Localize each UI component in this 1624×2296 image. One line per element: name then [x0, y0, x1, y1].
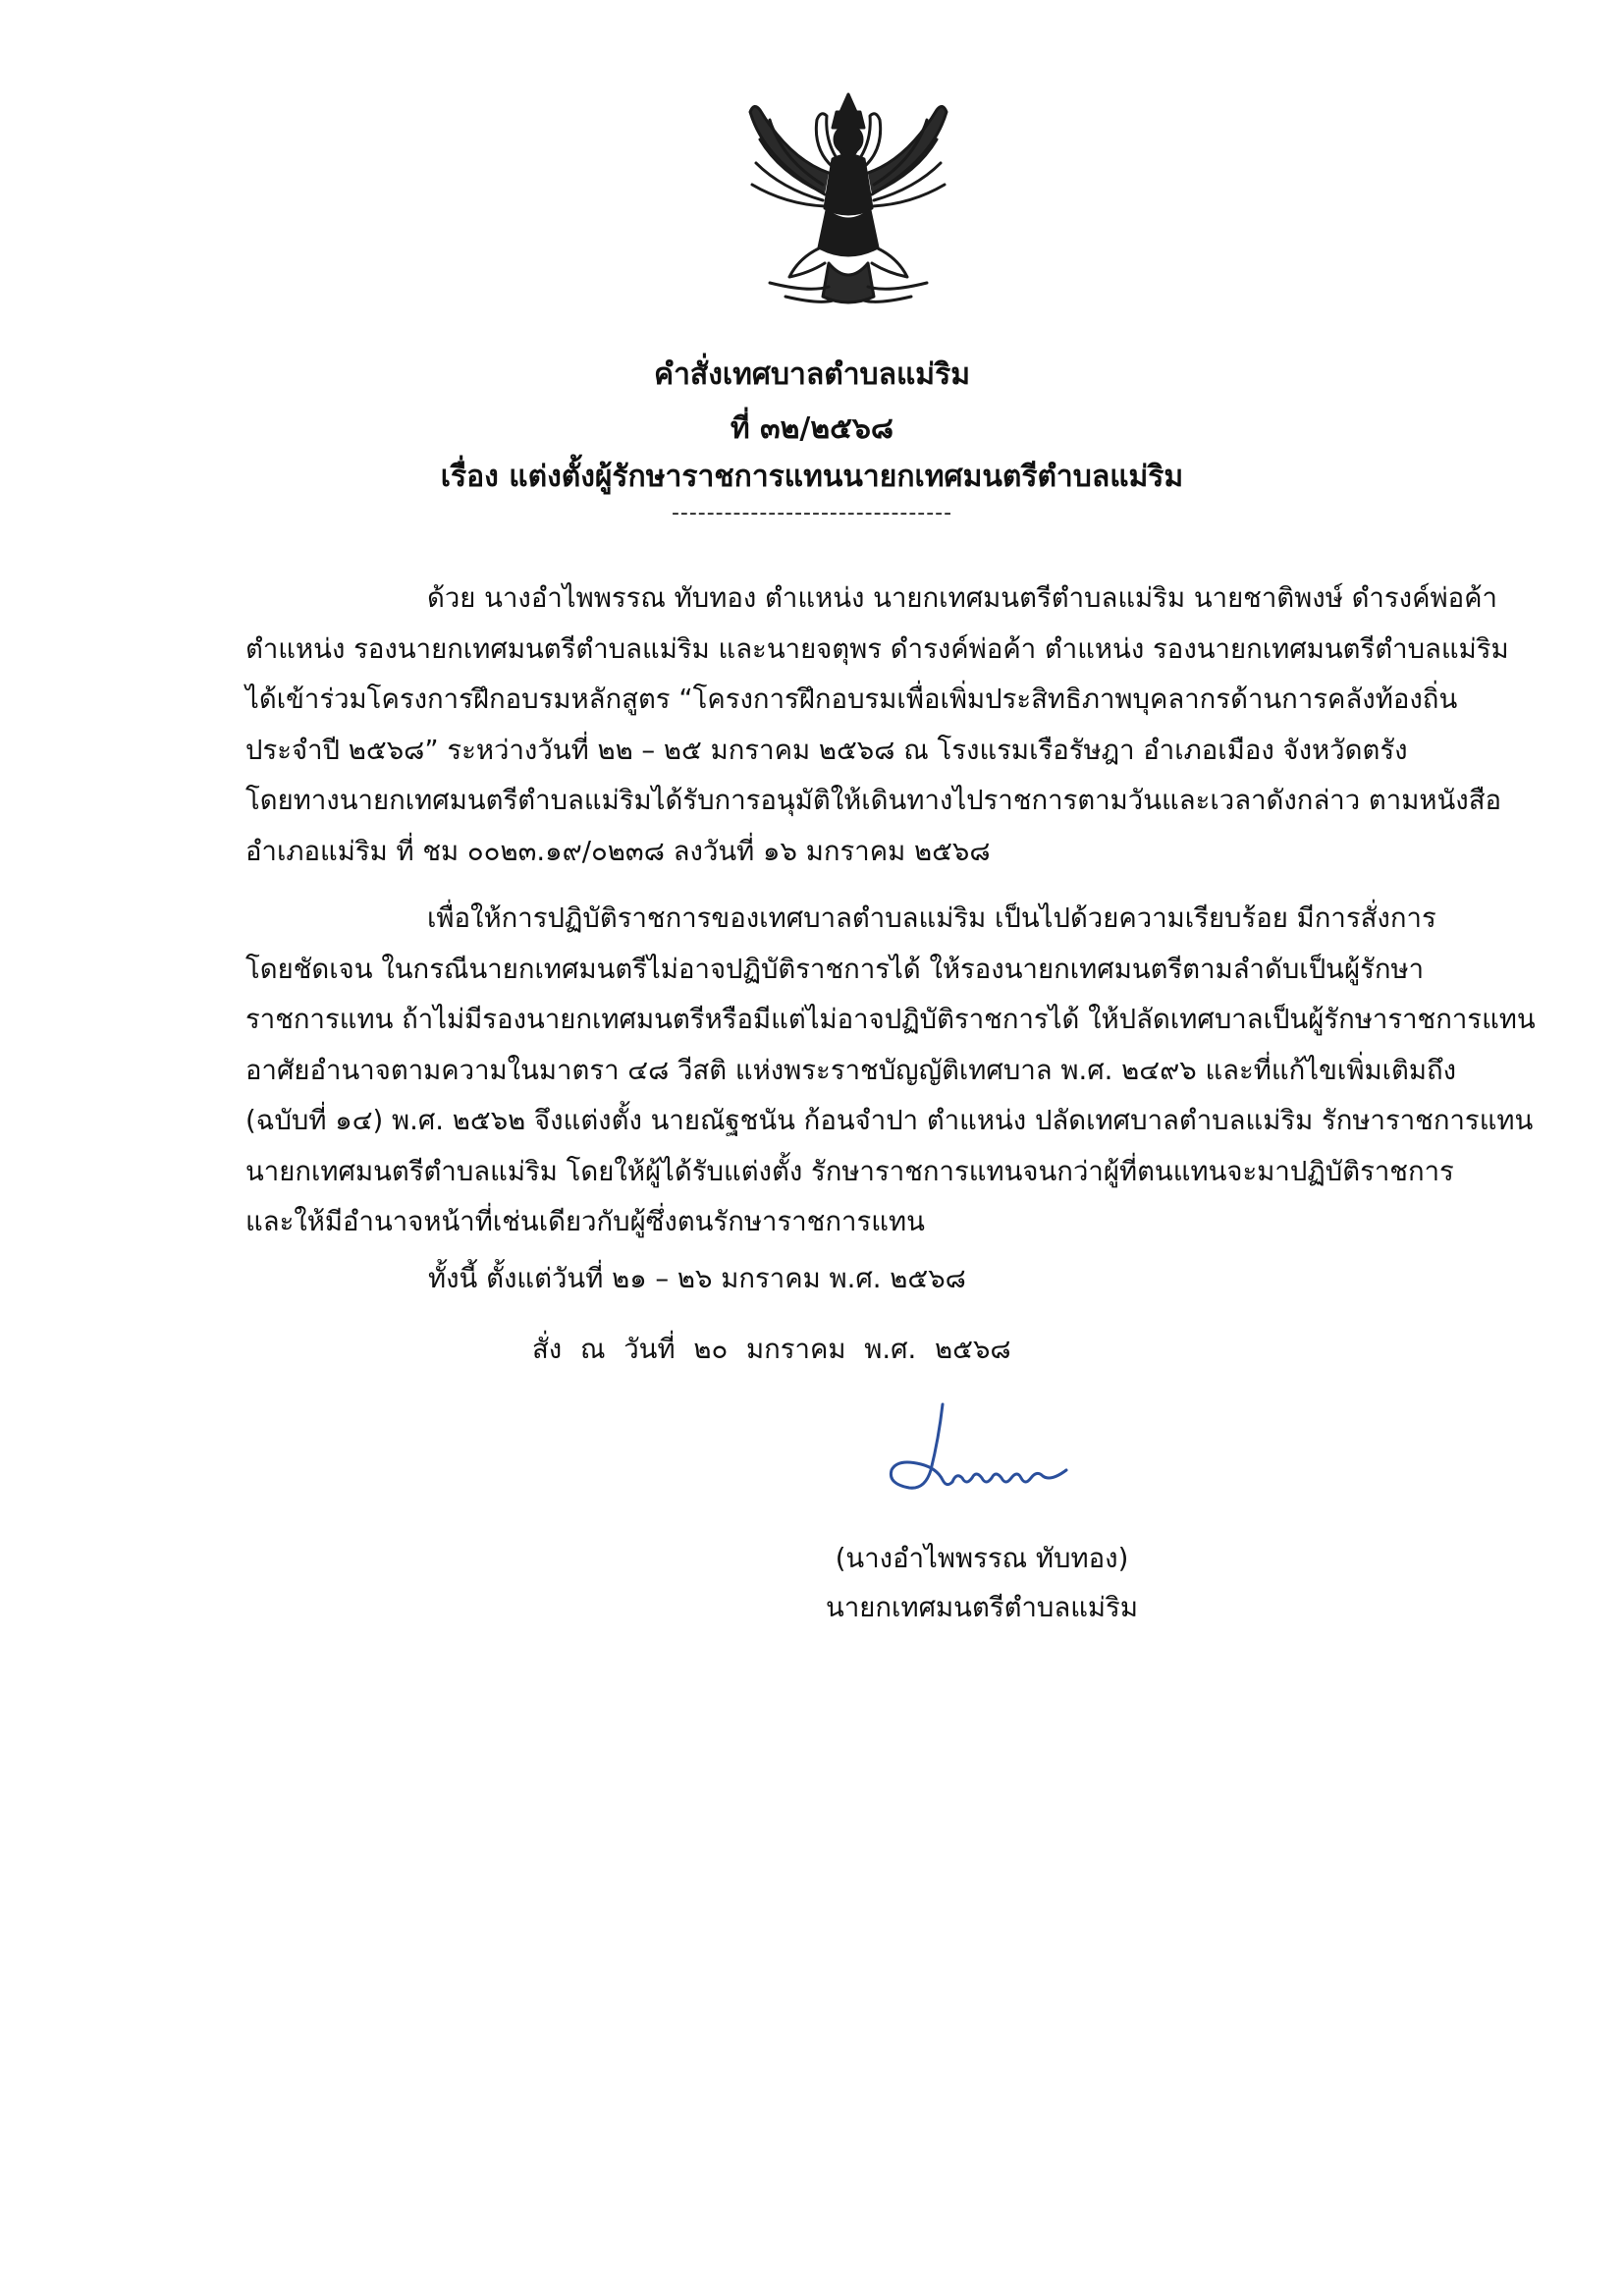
paragraph-line: ด้วย นางอำไพพรรณ ทับทอง ตำแหน่ง นายกเทศมนตรีตำบลแม่ริม นายชาติพงษ์ ดำรงค์พ่อค้า [427, 582, 1497, 614]
signature-icon [874, 1399, 1080, 1512]
paragraph-line: โดยชัดเจน ในกรณีนายกเทศมนตรีไม่อาจปฏิบัติราชการได้ ให้รองนายกเทศมนตรีตามลำดับเป็นผู้รักษา [245, 953, 1425, 985]
paragraph-line: ตำแหน่ง รองนายกเทศมนตรีตำบลแม่ริม และนายจตุพร ดำรงค์พ่อค้า ตำแหน่ง รองนายกเทศมนตรีตำบลแม่ริม [245, 632, 1509, 665]
order-title: คำสั่งเทศบาลตำบลแม่ริม [654, 357, 970, 392]
paragraph-line: (ฉบับที่ ๑๔) พ.ศ. ๒๕๖๒ จึงแต่งตั้ง นายณัฐชนัน ก้อนจำปา ตำแหน่ง ปลัดเทศบาลตำบลแม่ริม รักษาราชการแทน [245, 1105, 1534, 1136]
paragraph-line: อาศัยอำนาจตามความในมาตรา ๔๘ วีสติ แห่งพระราชบัญญัติเทศบาล พ.ศ. ๒๔๙๖ และที่แก้ไขเพิ่มเติมถึง [245, 1054, 1457, 1086]
order-date: สั่ง ณ วันที่ ๒๐ มกราคม พ.ศ. ๒๕๖๘ [532, 1334, 1011, 1365]
garuda-emblem-icon [731, 90, 966, 316]
paragraph-line: ได้เข้าร่วมโครงการฝึกอบรมหลักสูตร “โครงการฝึกอบรมเพื่อเพิ่มประสิทธิภาพบุคลากรด้านการคลังท้องถิ่น [245, 683, 1458, 715]
signer-position: นายกเทศมนตรีตำบลแม่ริม [826, 1592, 1138, 1623]
paragraph-line: ประจำปี ๒๕๖๘” ระหว่างวันที่ ๒๒ – ๒๕ มกราคม ๒๕๖๘ ณ โรงแรมเรือรัษฎา อำเภอเมือง จังหวัดตรัง [245, 734, 1408, 766]
paragraph-appointment [245, 894, 1536, 1248]
paragraph-line: นายกเทศมนตรีตำบลแม่ริม โดยให้ผู้ได้รับแต่งตั้ง รักษาราชการแทนจนกว่าผู้ที่ตนแทนจะมาปฏิบัติราชการ [245, 1155, 1454, 1187]
order-subject: เรื่อง แต่งตั้งผู้รักษาราชการแทนนายกเทศมนตรีตำบลแม่ริม [440, 460, 1184, 494]
paragraph-line: และให้มีอำนาจหน้าที่เช่นเดียวกับผู้ซึ่งตนรักษาราชการแทน [245, 1206, 925, 1237]
paragraph-line: เพื่อให้การปฏิบัติราชการของเทศบาลตำบลแม่ริม เป็นไปด้วยความเรียบร้อย มีการสั่งการ [427, 902, 1436, 934]
effective-period: ทั้งนี้ ตั้งแต่วันที่ ๒๑ – ๒๖ มกราคม พ.ศ. ๒๕๖๘ [428, 1263, 966, 1294]
signer-name: (นางอำไพพรรณ ทับทอง) [835, 1543, 1129, 1574]
paragraph-background [245, 574, 1509, 877]
paragraph-line: โดยทางนายกเทศมนตรีตำบลแม่ริมได้รับการอนุมัติให้เดินทางไปราชการตามวันและเวลาดังกล่าว ตามหนังสือ [245, 785, 1502, 816]
separator-line: -------------------------------- [671, 501, 953, 525]
paragraph-line: ราชการแทน ถ้าไม่มีรองนายกเทศมนตรีหรือมีแต่ไม่อาจปฏิบัติราชการได้ ให้ปลัดเทศบาลเป็นผู้รักษาราชการแทน [245, 1004, 1536, 1035]
paragraph-line: อำเภอแม่ริม ที่ ชม ๐๐๒๓.๑๙/๐๒๓๘ ลงวันที่ ๑๖ มกราคม ๒๕๖๘ [245, 835, 991, 867]
order-number: ที่ ๓๒/๒๕๖๘ [730, 411, 894, 446]
